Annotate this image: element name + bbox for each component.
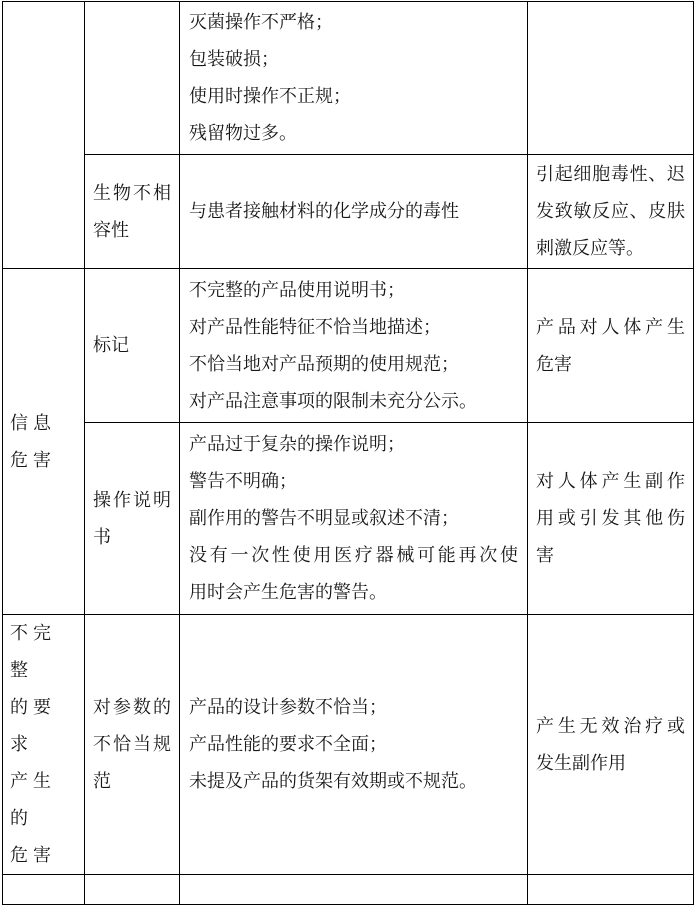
text-line: 范 — [93, 771, 111, 791]
cell-subcategory-improper-parameter-spec — [85, 615, 180, 875]
text-line: 灭菌操作不严格； — [189, 12, 333, 32]
text-line: 信息 — [10, 412, 56, 433]
table-row-next-partial — [3, 875, 694, 905]
cell-next-subcategory-empty — [85, 875, 180, 905]
cell-subcategory-labeling: 标记 — [85, 269, 180, 423]
text-line: 产品过于复杂的操作说明； — [189, 434, 405, 454]
text-line: 危害 — [10, 845, 56, 865]
cell-next-causes-empty — [180, 875, 528, 905]
cell-effect-ineffective-treatment — [528, 615, 694, 875]
text-line: 引起细胞毒性、迟 — [536, 164, 685, 184]
document-page — [0, 1, 695, 865]
cell-subcategory-biocompatibility — [85, 155, 180, 269]
text-line: 包装破损； — [189, 49, 279, 69]
text-line: 容性 — [93, 219, 129, 240]
text-line: 发生副作用 — [536, 752, 626, 773]
text-line: 产生无效治疗或 — [536, 715, 685, 736]
text-line: 发致敏反应、皮肤 — [536, 201, 685, 221]
text-line: 不完整的产品使用说明书； — [189, 279, 405, 300]
cell-category-continued-empty — [3, 2, 85, 269]
cell-causes-design-parameters — [180, 615, 528, 875]
text-line: 残留物过多。 — [189, 123, 297, 143]
text-line: 不恰当规 — [93, 734, 171, 754]
cell-effect-harm-to-body — [528, 269, 694, 423]
table-row-sterilization-causes — [3, 2, 694, 155]
text-line: 生物不相 — [93, 182, 171, 203]
text-line: 对产品性能特征不恰当地描述； — [189, 316, 441, 337]
text-line: 用或引发其他伤 — [536, 508, 685, 528]
text-line: 对参数的 — [93, 697, 171, 717]
text-line: 产品的设计参数不恰当； — [189, 697, 387, 717]
text-line: 副作用的警告不明显或叙述不清； — [189, 508, 459, 528]
text-line: 对产品注意事项的限制未充分公示。 — [189, 390, 477, 411]
cell-next-category-empty — [3, 875, 85, 905]
cell-subcategory-continued-empty — [85, 2, 180, 155]
table-row-incomplete-requirements — [3, 615, 694, 875]
table-row-labeling — [3, 269, 694, 423]
cell-effect-empty — [528, 2, 694, 155]
cell-cause-material-toxicity: 与患者接触材料的化学成分的毒性 — [180, 155, 528, 269]
text-line: 危害 — [10, 449, 56, 470]
text-line: 刺激反应等。 — [536, 238, 644, 258]
text-line: 产生的 — [10, 771, 56, 828]
cell-effect-cytotoxicity — [528, 155, 694, 269]
cell-next-effect-empty — [528, 875, 694, 905]
text-line: 不完整 — [10, 623, 56, 680]
text-line: 未提及产品的货架有效期或不规范。 — [189, 771, 477, 791]
hazard-analysis-table — [2, 1, 694, 905]
text-line: 操作说明 — [93, 489, 171, 510]
text-line: 用时会产生危害的警告。 — [189, 582, 387, 602]
cell-subcategory-operating-instructions — [85, 423, 180, 615]
text-line: 对人体产生副作 — [536, 471, 685, 491]
text-line: 书 — [93, 526, 111, 547]
text-line: 产品对人体产生 — [536, 316, 685, 337]
table-row-biocompatibility — [3, 155, 694, 269]
cell-category-information-hazard — [3, 269, 85, 615]
text-line: 使用时操作不正规； — [189, 86, 351, 106]
cell-causes-operating-instructions — [180, 423, 528, 615]
table-row-operating-instructions — [3, 423, 694, 615]
text-line: 的要求 — [10, 697, 56, 754]
text-line: 产品性能的要求不全面； — [189, 734, 387, 754]
cell-causes-labeling — [180, 269, 528, 423]
text-line: 警告不明确； — [189, 471, 297, 491]
text-line: 害 — [536, 545, 554, 565]
text-line: 危害 — [536, 353, 572, 374]
cell-category-incomplete-requirements — [3, 615, 85, 875]
text-line: 不恰当地对产品预期的使用规范； — [189, 353, 459, 374]
text-line: 没有一次性使用医疗器械可能再次使 — [189, 545, 518, 565]
cell-causes-sterilization — [180, 2, 528, 155]
cell-effect-side-effects-injury — [528, 423, 694, 615]
